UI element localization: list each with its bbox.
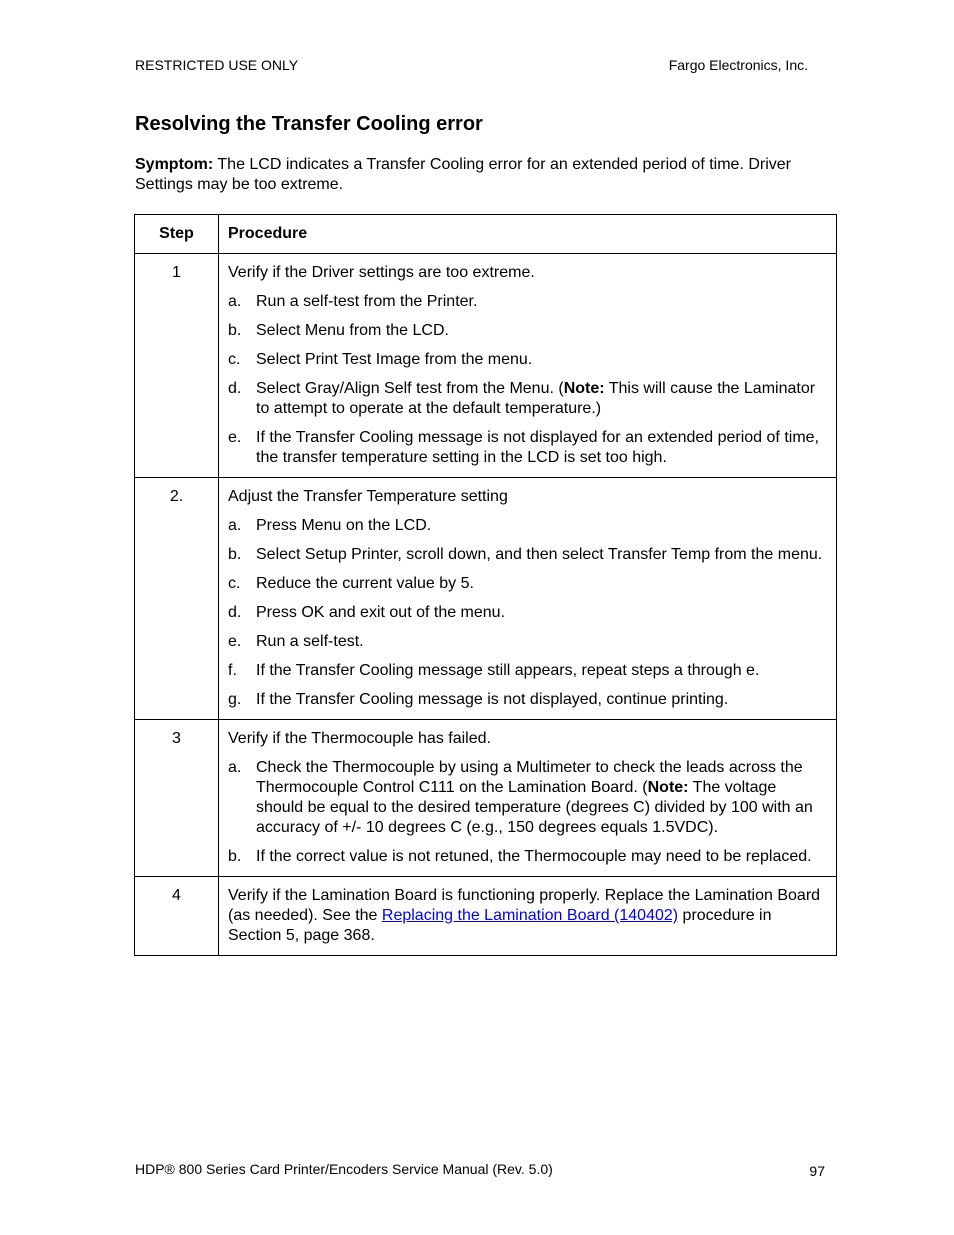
step-number: 1: [135, 254, 219, 478]
item-letter: g.: [228, 691, 242, 708]
procedure-lead: Adjust the Transfer Temperature setting: [228, 488, 508, 505]
procedure-lead: Verify if the Thermocouple has failed.: [228, 730, 491, 747]
symptom-label: Symptom:: [135, 156, 214, 173]
item-text: Select Menu from the LCD.: [256, 322, 449, 339]
procedure-cell: [219, 877, 837, 956]
list-item: [228, 292, 827, 312]
item-letter: a.: [228, 293, 242, 310]
item-text: Reduce the current value by 5.: [256, 575, 474, 592]
list-item: [228, 545, 827, 565]
table-header-row: [135, 215, 837, 254]
step-number: 3: [135, 720, 219, 877]
item-letter: d.: [228, 380, 242, 397]
item-text-pre: Select Gray/Align Self test from the Menu. (: [256, 380, 564, 397]
symptom-text: The LCD indicates a Transfer Cooling error for an extended period of time. Driver Settings may be too extreme.: [135, 156, 791, 193]
item-text-post: This will cause the Laminator to attempt to operate at the default temperature.): [256, 380, 816, 417]
page-title: Resolving the Transfer Cooling error: [135, 113, 483, 135]
list-item: [228, 632, 827, 652]
step-number: 4: [135, 877, 219, 956]
item-letter: e.: [228, 429, 242, 446]
item-letter: b.: [228, 322, 242, 339]
note-label: Note:: [563, 380, 605, 397]
step-column-header: Step: [135, 215, 219, 254]
item-text: If the Transfer Cooling message is not displayed for an extended period of time, the transfer temperature setting in the LCD is set too high.: [256, 429, 819, 466]
procedure-cell: [219, 478, 837, 720]
item-text: Press Menu on the LCD.: [256, 517, 432, 534]
list-item: [228, 321, 827, 341]
procedure-lead: Verify if the Driver settings are too extreme.: [228, 264, 535, 281]
symptom-paragraph: [135, 155, 825, 195]
table-row: [135, 877, 837, 956]
item-letter: d.: [228, 604, 242, 621]
table-row: [135, 478, 837, 720]
item-text: Select Setup Printer, scroll down, and then select Transfer Temp from the menu.: [256, 546, 823, 563]
page-number: 97: [809, 1163, 825, 1179]
list-item: [228, 428, 827, 468]
note-label: Note:: [647, 779, 689, 796]
item-text-post: The voltage should be equal to the desired temperature (degrees C) divided by 100 with an accuracy of +/- 10 degrees C (e.g., 150 degrees equals 1.5VDC).: [256, 779, 813, 836]
item-text: Press OK and exit out of the menu.: [256, 604, 506, 621]
table-row: [135, 254, 837, 478]
item-text: Select Print Test Image from the menu.: [256, 351, 533, 368]
item-letter: b.: [228, 546, 242, 563]
item-text-pre: Check the Thermocouple by using a Multimeter to check the leads across the Thermocouple Control C111 on the Lamination Board. (: [256, 759, 803, 796]
item-text: [256, 758, 827, 838]
list-item: [228, 516, 827, 536]
list-item: [228, 379, 827, 419]
item-text: Run a self-test.: [256, 633, 364, 650]
item-letter: e.: [228, 633, 242, 650]
item-letter: c.: [228, 351, 241, 368]
item-letter: a.: [228, 759, 242, 776]
list-item: [228, 847, 827, 867]
list-item: [228, 758, 827, 838]
list-item: [228, 603, 827, 623]
procedure-column-header: Procedure: [219, 215, 837, 254]
header-right: Fargo Electronics, Inc.: [668, 57, 808, 73]
list-item: [228, 661, 827, 681]
procedure-text-post: procedure in Section 5, page 368.: [228, 907, 772, 944]
list-item: [228, 350, 827, 370]
step-number: 2.: [135, 478, 219, 720]
header-left: RESTRICTED USE ONLY: [135, 57, 299, 73]
procedure-cell: [219, 254, 837, 478]
table-row: [135, 720, 837, 877]
list-item: [228, 574, 827, 594]
item-text: [256, 379, 827, 419]
item-letter: a.: [228, 517, 242, 534]
procedure-table: [134, 214, 837, 956]
procedure-text-pre: Verify if the Lamination Board is functioning properly. Replace the Lamination Board (as needed). See the: [228, 887, 821, 924]
item-letter: f.: [228, 662, 237, 679]
lamination-board-link[interactable]: Replacing the Lamination Board (140402): [381, 907, 679, 924]
list-item: [228, 690, 827, 710]
item-letter: c.: [228, 575, 241, 592]
item-letter: b.: [228, 848, 242, 865]
procedure-cell: [219, 720, 837, 877]
item-text: If the Transfer Cooling message is not displayed, continue printing.: [256, 691, 729, 708]
footer-left: HDP® 800 Series Card Printer/Encoders Service Manual (Rev. 5.0): [135, 1161, 553, 1177]
item-text: Run a self-test from the Printer.: [256, 293, 478, 310]
item-text: If the correct value is not retuned, the Thermocouple may need to be replaced.: [256, 848, 812, 865]
item-text: If the Transfer Cooling message still appears, repeat steps a through e.: [256, 662, 760, 679]
